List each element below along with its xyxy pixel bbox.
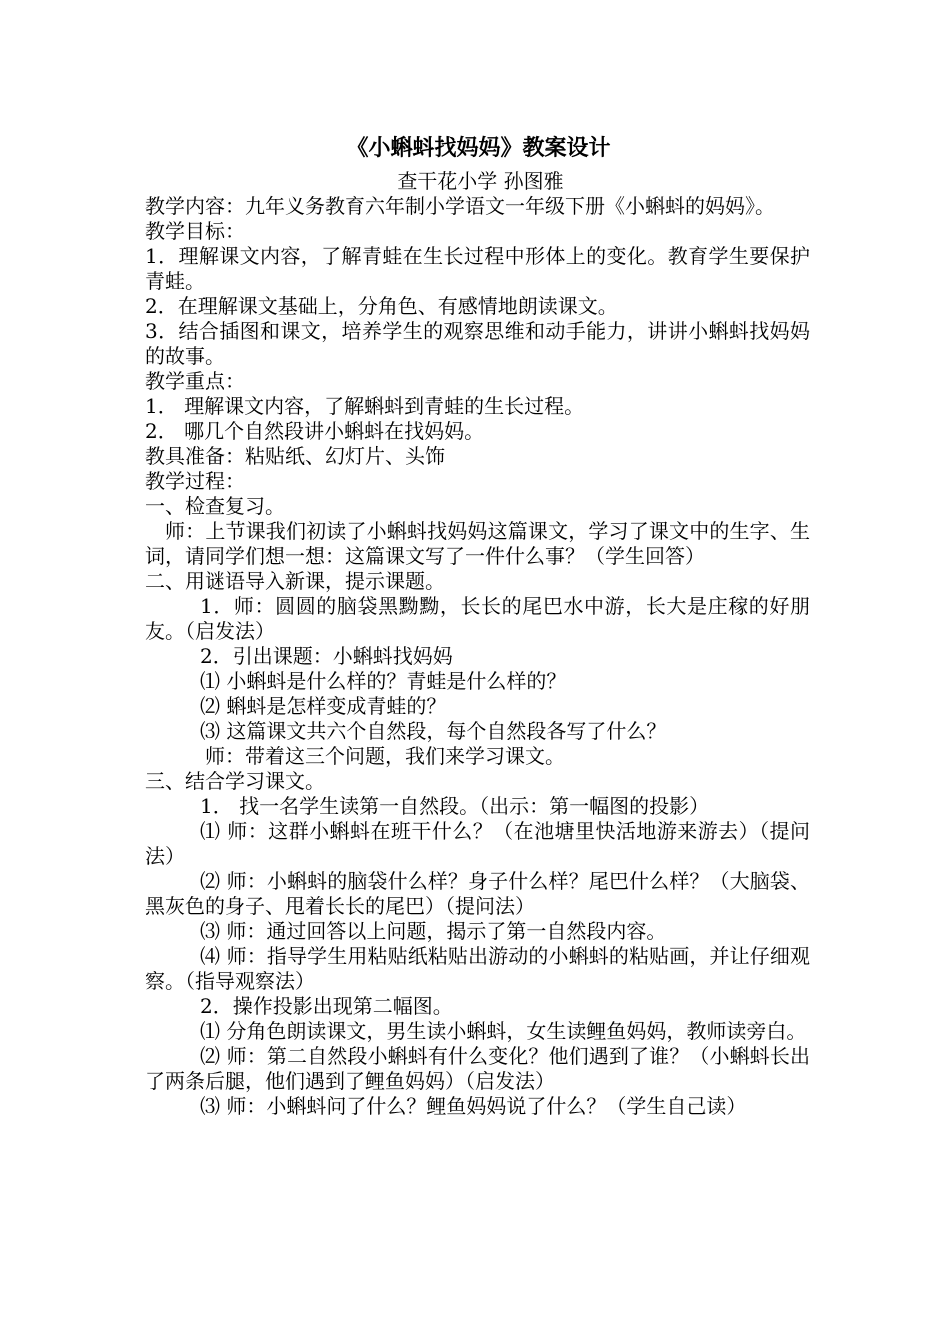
body-paragraph: 3．结合插图和课文，培养学生的观察思维和动手能力，讲讲小蝌蚪找妈妈的故事。 — [145, 319, 810, 368]
body-paragraph: ⑵ 蝌蚪是怎样变成青蛙的？ — [200, 694, 447, 718]
body-paragraph: ⑵ 师：小蝌蚪的脑袋什么样？身子什么样？尾巴什么样？（大脑袋、黑灰色的身子、甩着长长的尾巴）（提问法） — [145, 869, 810, 918]
body-paragraph: ⑴ 分角色朗读课文，男生读小蝌蚪，女生读鲤鱼妈妈，教师读旁白。 — [200, 1019, 807, 1043]
body-paragraph: ⑴ 小蝌蚪是什么样的？青蛙是什么样的？ — [200, 669, 567, 693]
body-paragraph: 师：带着这三个问题，我们来学习课文。 — [205, 744, 565, 768]
body-paragraph: ⑶ 师：通过回答以上问题，揭示了第一自然段内容。 — [200, 919, 667, 943]
body-paragraph: ⑶ 师：小蝌蚪问了什么？鲤鱼妈妈说了什么？（学生自己读） — [200, 1094, 747, 1118]
body-paragraph: 二、用谜语导入新课，提示课题。 — [145, 569, 445, 593]
body-paragraph: 师：上节课我们初读了小蝌蚪找妈妈这篇课文，学习了课文中的生字、生词，请同学们想一想：这篇课文写了一件什么事？（学生回答） — [145, 519, 810, 568]
body-paragraph: ⑵ 师：第二自然段小蝌蚪有什么变化？他们遇到了谁？（小蝌蚪长出了两条后腿，他们遇到了鲤鱼妈妈）（启发法） — [145, 1044, 810, 1093]
body-paragraph: 2．引出课题：小蝌蚪找妈妈 — [200, 644, 453, 668]
body-paragraph: 三、结合学习课文。 — [145, 769, 325, 793]
body-paragraph: 教学重点： — [145, 369, 245, 393]
body-paragraph: ⑴ 师：这群小蝌蚪在班干什么？（在池塘里快活地游来游去）（提问法） — [145, 819, 810, 868]
body-paragraph: 1．理解课文内容，了解青蛙在生长过程中形体上的变化。教育学生要保护青蛙。 — [145, 244, 810, 293]
document-body — [145, 194, 810, 1119]
body-paragraph: 一、检查复习。 — [145, 494, 285, 518]
document-title: 《小蝌蚪找妈妈》教案设计 — [346, 135, 611, 161]
body-paragraph: 教具准备：粘贴纸、幻灯片、头饰 — [145, 444, 445, 468]
body-paragraph: ⑶ 这篇课文共六个自然段，每个自然段各写了什么？ — [200, 719, 667, 743]
body-paragraph: 2．在理解课文基础上，分角色、有感情地朗读课文。 — [145, 294, 618, 318]
body-paragraph: 2．操作投影出现第二幅图。 — [200, 994, 453, 1018]
body-paragraph: 教学内容：九年义务教育六年制小学语文一年级下册《小蝌蚪的妈妈》。 — [145, 194, 775, 218]
body-paragraph: 1． 找一名学生读第一自然段。（出示：第一幅图的投影） — [200, 794, 710, 818]
body-paragraph: 1．师：圆圆的脑袋黑黝黝，长长的尾巴水中游，长大是庄稼的好朋友。（启发法） — [145, 594, 810, 643]
body-paragraph: 1． 理解课文内容，了解蝌蚪到青蛙的生长过程。 — [145, 394, 585, 418]
body-paragraph: ⑷ 师：指导学生用粘贴纸粘贴出游动的小蝌蚪的粘贴画，并让仔细观察。（指导观察法） — [145, 944, 810, 993]
document-page — [145, 133, 810, 1119]
body-paragraph: 教学过程： — [145, 469, 245, 493]
body-paragraph: 教学目标： — [145, 219, 245, 243]
document-author: 查干花小学 孙图雅 — [397, 169, 564, 193]
body-paragraph: 2． 哪几个自然段讲小蝌蚪在找妈妈。 — [145, 419, 485, 443]
